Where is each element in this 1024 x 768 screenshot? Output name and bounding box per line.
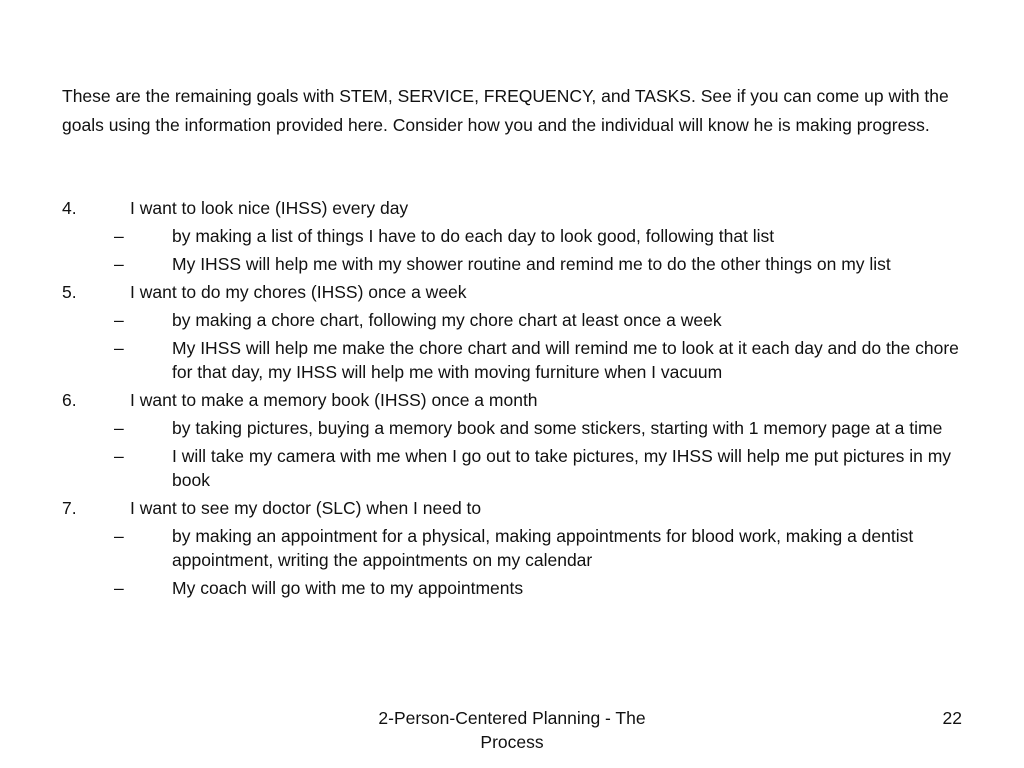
task-list [62,416,962,492]
task-item [62,416,962,440]
task-item [62,576,962,600]
goal-title [62,388,962,412]
task-item [62,524,962,572]
goal-item [62,196,962,276]
task-text: My IHSS will help me make the chore chart and will remind me to look at it each day and do the chore for that day, my IHSS will help me with moving furniture when I vacuum [172,338,959,382]
task-item [62,336,962,384]
goals-list [62,196,962,604]
goal-number: 6. [62,390,77,410]
footer-title [332,706,692,754]
dash-bullet: – [114,418,124,438]
goal-title [62,280,962,304]
task-list [62,224,962,276]
task-text: by making an appointment for a physical, making appointments for blood work, making a dentist appointment, writing the appointments on my calendar [172,526,914,570]
task-item [62,444,962,492]
goal-text: I want to see my doctor (SLC) when I need to [130,498,482,518]
dash-bullet: – [114,446,124,466]
task-text: My coach will go with me to my appointments [172,578,524,598]
goal-item [62,496,962,600]
goal-title [62,196,962,220]
task-item [62,252,962,276]
task-text: I will take my camera with me when I go out to take pictures, my IHSS will help me put pictures in my book [172,446,952,490]
goal-text: I want to look nice (IHSS) every day [130,198,409,218]
goal-number: 7. [62,498,77,518]
dash-bullet: – [114,578,124,598]
goal-item [62,280,962,384]
goal-text: I want to make a memory book (IHSS) once a month [130,390,538,410]
dash-bullet: – [114,526,124,546]
dash-bullet: – [114,226,124,246]
task-text: by making a list of things I have to do each day to look good, following that list [172,226,775,246]
page-number: 22 [942,708,962,728]
footer-title-text: 2-Person-Centered Planning - The Process [378,708,646,752]
goal-title [62,496,962,520]
intro-paragraph: These are the remaining goals with STEM, SERVICE, FREQUENCY, and TASKS. See if you can come up with the goals using the information provided here. Consider how you and the individual will know he is making progress. [62,86,949,135]
task-list [62,308,962,384]
task-list [62,524,962,600]
task-text: My IHSS will help me with my shower routine and remind me to do the other things on my list [172,254,891,274]
task-text: by making a chore chart, following my chore chart at least once a week [172,310,722,330]
task-text: by taking pictures, buying a memory book and some stickers, starting with 1 memory page at a time [172,418,943,438]
goal-item [62,388,962,492]
task-item [62,224,962,248]
dash-bullet: – [114,310,124,330]
goal-text: I want to do my chores (IHSS) once a week [130,282,467,302]
task-item [62,308,962,332]
dash-bullet: – [114,254,124,274]
goal-number: 5. [62,282,77,302]
goal-number: 4. [62,198,77,218]
dash-bullet: – [114,338,124,358]
